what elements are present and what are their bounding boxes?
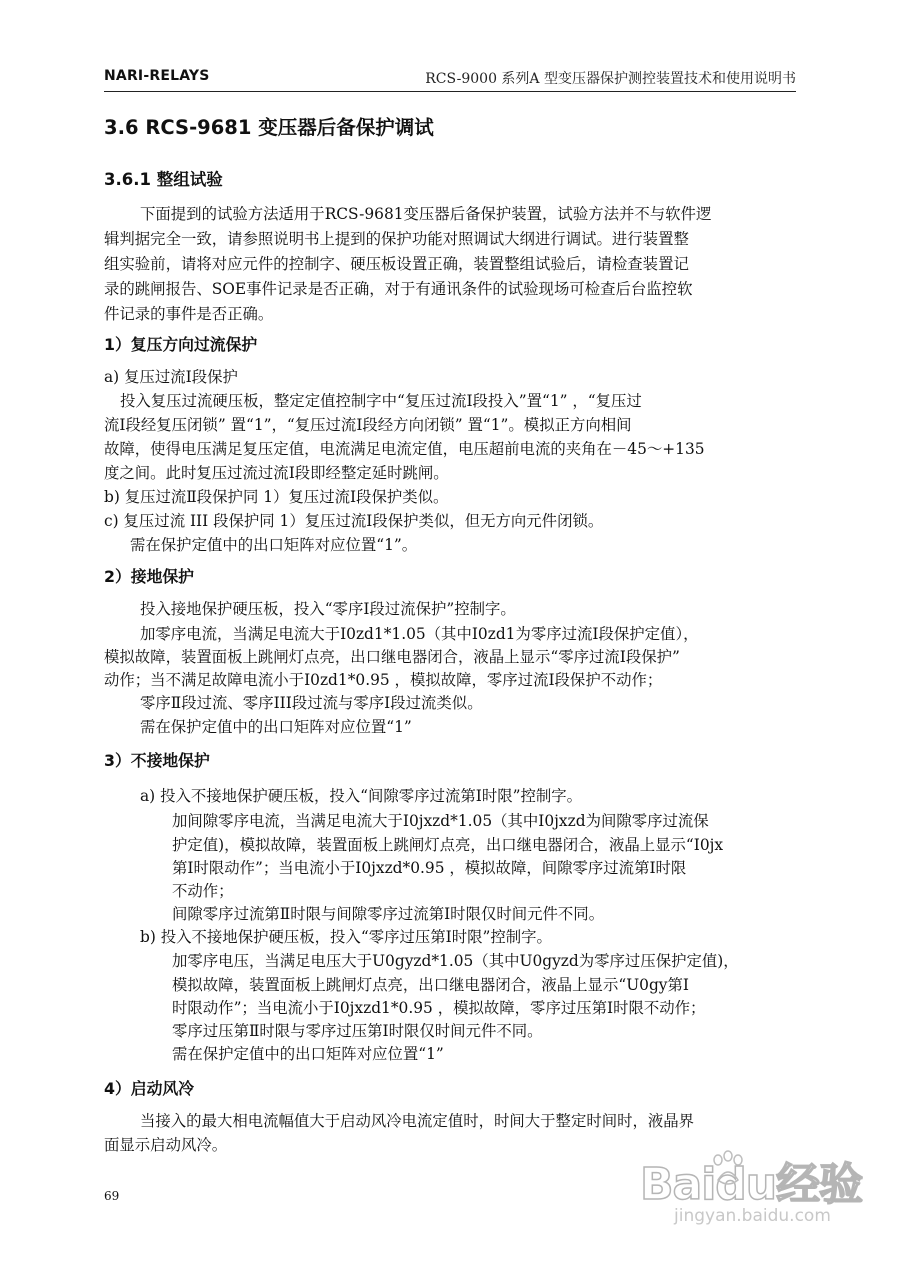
document-title: RCS-9000 系列A 型变压器保护测控装置技术和使用说明书 bbox=[425, 71, 796, 87]
body-line: 加零序电压，当满足电压大于U0gyzd*1.05（其中U0gyzd为零序过压保护定值)， bbox=[172, 952, 739, 970]
intro-line: 辑判据完全一致，请参照说明书上提到的保护功能对照调试大纲进行调试。进行装置整 bbox=[104, 230, 689, 248]
body-line: 加零序电流，当满足电流大于I0zd1*1.05（其中I0zd1为零序过流Ⅰ段保护定值）， bbox=[140, 625, 699, 643]
paw-icon bbox=[710, 1150, 746, 1190]
watermark-url: jingyan.baidu.com bbox=[674, 1206, 831, 1226]
body-line: 加间隙零序电流，当满足电流大于I0jxzd*1.05（其中I0jxzd为间隙零序过流保 bbox=[172, 812, 709, 830]
body-line: 动作；当不满足故障电流小于I0zd1*0.95 ，模拟故障，零序过流Ⅰ段保护不动作； bbox=[104, 671, 663, 689]
body-line: 模拟故障，装置面板上跳闸灯点亮，出口继电器闭合，液晶上显示“零序过流Ⅰ段保护” bbox=[104, 648, 680, 666]
body-line: 需在保护定值中的出口矩阵对应位置“1”。 bbox=[130, 536, 418, 554]
page-number: 69 bbox=[104, 1189, 120, 1203]
body-line: 投入复压过流硬压板，整定定值控制字中“复压过流Ⅰ段投入”置“1” ，“复压过 bbox=[120, 392, 642, 410]
body-line: 面显示启动风冷。 bbox=[104, 1136, 228, 1154]
header-rule bbox=[104, 91, 796, 92]
section-title: 3.6 RCS-9681 变压器后备保护调试 bbox=[104, 116, 434, 139]
body-line: a) 投入不接地保护硬压板，投入“间隙零序过流第Ⅰ时限”控制字。 bbox=[140, 787, 583, 805]
heading-ungrounded-protection: 3）不接地保护 bbox=[104, 751, 210, 770]
body-line: 间隙零序过流第Ⅱ时限与间隙零序过流第Ⅰ时限仅时间元件不同。 bbox=[172, 905, 605, 923]
baidu-watermark bbox=[640, 1148, 863, 1258]
body-line: c) 复压过流 III 段保护同 1）复压过流Ⅰ段保护类似，但无方向元件闭锁。 bbox=[104, 512, 604, 530]
subsection-title: 3.6.1 整组试验 bbox=[104, 170, 223, 189]
body-line: b) 投入不接地保护硬压板，投入“零序过压第Ⅰ时限”控制字。 bbox=[140, 928, 552, 946]
body-line: 当接入的最大相电流幅值大于启动风冷电流定值时，时间大于整定时间时，液晶界 bbox=[140, 1112, 695, 1130]
body-line: 需在保护定值中的出口矩阵对应位置“1” bbox=[172, 1045, 444, 1063]
body-line: 投入接地保护硬压板，投入“零序Ⅰ段过流保护”控制字。 bbox=[140, 600, 516, 618]
heading-ground-protection: 2）接地保护 bbox=[104, 567, 194, 586]
heading-fan-cooling: 4）启动风冷 bbox=[104, 1079, 194, 1098]
body-line: 零序Ⅱ段过流、零序III段过流与零序Ⅰ段过流类似。 bbox=[140, 694, 483, 712]
body-line: 需在保护定值中的出口矩阵对应位置“1” bbox=[140, 718, 412, 736]
body-line: 不动作； bbox=[172, 882, 234, 900]
body-line: 故障，使得电压满足复压定值，电流满足电流定值，电压超前电流的夹角在－45～+135 bbox=[104, 440, 705, 458]
brand-logo-text: NARI-RELAYS bbox=[104, 68, 210, 84]
body-line: 时限动作”；当电流小于I0jxzd1*0.95 ，模拟故障，零序过压第Ⅰ时限不动作； bbox=[172, 999, 706, 1017]
heading-overcurrent: 1）复压方向过流保护 bbox=[104, 335, 258, 354]
body-line: 第Ⅰ时限动作”；当电流小于I0jxzd*0.95 ，模拟故障，间隙零序过流第Ⅰ时限 bbox=[172, 859, 687, 877]
body-line: 护定值)，模拟故障，装置面板上跳闸灯点亮，出口继电器闭合，液晶上显示“I0jx bbox=[172, 836, 724, 854]
page-header bbox=[104, 66, 796, 90]
intro-line: 组实验前，请将对应元件的控制字、硬压板设置正确，装置整组试验后，请检查装置记 bbox=[104, 255, 689, 273]
watermark-logo: Baidu经验 bbox=[640, 1159, 863, 1210]
intro-line: 录的跳闸报告、SOE事件记录是否正确，对于有通讯条件的试验现场可检查后台监控软 bbox=[104, 280, 693, 298]
intro-line: 下面提到的试验方法适用于RCS-9681变压器后备保护装置，试验方法并不与软件逻 bbox=[140, 205, 712, 223]
body-line: 零序过压第Ⅱ时限与零序过压第Ⅰ时限仅时间元件不同。 bbox=[172, 1022, 543, 1040]
body-line: 流Ⅰ段经复压闭锁” 置“1”，“复压过流Ⅰ段经方向闭锁” 置“1”。模拟正方向相间 bbox=[104, 416, 632, 434]
body-line: 度之间。此时复压过流过流Ⅰ段即经整定延时跳闸。 bbox=[104, 464, 449, 482]
body-line: a) 复压过流Ⅰ段保护 bbox=[104, 368, 238, 386]
intro-line: 件记录的事件是否正确。 bbox=[104, 305, 274, 323]
body-line: 模拟故障，装置面板上跳闸灯点亮，出口继电器闭合，液晶上显示“U0gy第Ⅰ bbox=[172, 976, 689, 994]
body-line: b) 复压过流Ⅱ段保护同 1）复压过流Ⅰ段保护类似。 bbox=[104, 488, 449, 506]
